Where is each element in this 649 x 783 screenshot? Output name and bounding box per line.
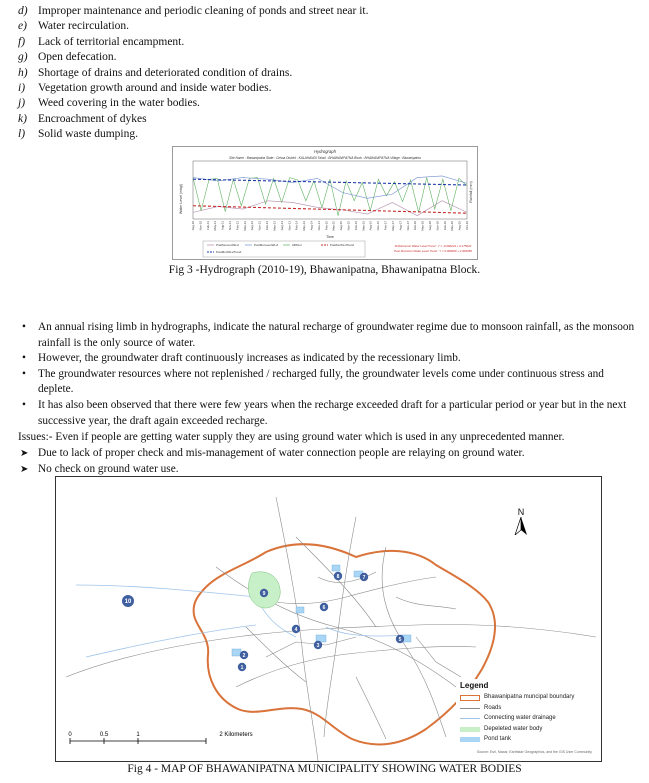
hydrograph-title: Hydrograph	[314, 149, 336, 154]
scale-label: 0.5	[99, 732, 109, 738]
arrow-list-text: No check on ground water use.	[38, 462, 179, 475]
pond-marker-number: 6	[322, 605, 326, 611]
list-letter: e)	[18, 20, 27, 33]
list-item	[18, 112, 638, 127]
scale-label: 2 Kilometers	[219, 732, 253, 738]
list-item	[18, 81, 638, 96]
x-tick-label: Nov-18	[435, 221, 440, 231]
x-tick-label: Aug-13	[279, 221, 284, 231]
x-tick-label: Nov-10	[198, 221, 203, 231]
x-tick-label: May-19	[450, 221, 455, 231]
list-item	[18, 96, 638, 111]
x-tick-label: Feb-19	[442, 221, 447, 231]
list-letter: k)	[18, 112, 27, 125]
x-tick-label: Aug-15	[339, 221, 344, 231]
bullet-item: • The groundwater resources where not replenished / recharged fully, the groundwater levels come under continuous stress and deplete.	[18, 367, 638, 398]
hydrograph-x-ticks	[191, 221, 469, 231]
arrowhead-bullet-icon: ➤	[20, 448, 29, 459]
arrowhead-bullet-icon: ➤	[20, 463, 29, 475]
issues-lettered-list	[18, 4, 638, 143]
x-tick-label: May-15	[331, 221, 336, 231]
x-tick-label: Feb-13	[265, 221, 270, 231]
bullet-item: • It has also been observed that there were few years when the recharge exceeded draft for a particular period or year but in the next successive year, the draft again exceeded recharge.	[18, 398, 638, 429]
hydrograph-site-info: Site Name : Bawanipatna State : Orissa District : KALAHANDI Tahsil : BHAWANIPATNA Block : BHAWANIPATNA Village : Bawanipatna	[229, 156, 421, 160]
legend-all-wl-label: AllWLvl	[292, 243, 302, 247]
scale-bar	[68, 732, 252, 744]
x-tick-label: Nov-14	[316, 221, 321, 231]
list-item	[18, 19, 638, 34]
north-arrow-icon	[514, 517, 528, 535]
pond-marker-number: 7	[362, 575, 366, 581]
pond-marker-number: 10	[124, 599, 132, 605]
issues-statement: Issues:- Even if people are getting water supply they are using ground water which is used in any unprecedented manner.	[18, 431, 565, 443]
list-letter: j)	[18, 97, 26, 110]
x-tick-label: Feb-14	[294, 221, 299, 231]
pond-marker-number: 3	[316, 643, 320, 649]
list-text: Lack of territorial encampment.	[38, 35, 185, 48]
scale-label: 0	[68, 732, 72, 738]
x-tick-label: Nov-13	[287, 221, 292, 231]
x-tick-label: May-17	[390, 221, 395, 231]
legend-label: Connecting water drainage	[484, 715, 556, 721]
x-tick-label: Aug-14	[309, 221, 314, 231]
x-tick-label: May-13	[272, 221, 277, 231]
hydrograph-series	[193, 176, 467, 216]
trend-equation-pre: PreMonsoon Water Level Trend : Y = -0.000224 + 6.175022	[394, 244, 472, 248]
hydrograph-figure	[172, 146, 478, 260]
legend-label: Bhawanipatna muncipal boundary	[484, 694, 575, 700]
legend-pre-trend-label: PreMonWLvlTrend	[330, 243, 354, 247]
arrow-list-item	[18, 446, 638, 462]
list-item	[18, 35, 638, 50]
list-letter: d)	[18, 5, 28, 17]
x-tick-label: May-18	[420, 221, 425, 231]
list-text: Encroachment of dykes	[38, 112, 147, 125]
arrow-list-item	[18, 462, 638, 478]
x-tick-label: Nov-17	[405, 221, 410, 231]
legend-item	[456, 713, 594, 724]
issues-arrow-list	[18, 446, 638, 477]
x-tick-label: Oct-19	[465, 221, 469, 230]
x-tick-label: Nov-11	[228, 221, 233, 231]
legend-post-monsoon-label: PostMonsoonWLvl	[254, 243, 279, 247]
x-tick-label: Feb-17	[383, 221, 388, 231]
list-text: Weed covering in the water bodies.	[38, 97, 200, 110]
pre-monsoon-line	[193, 201, 467, 216]
arrow-list-text: Due to lack of proper check and mis-management of water connection people are relaying on ground water.	[38, 447, 525, 459]
x-tick-label: May-11	[213, 221, 218, 231]
list-letter: f)	[18, 35, 26, 48]
legend-label: Roads	[484, 704, 502, 711]
list-item	[18, 50, 638, 65]
legend-label: Depeleted water body	[484, 725, 543, 732]
pond-marker-number: 9	[262, 591, 266, 597]
x-tick-label: Nov-16	[376, 221, 381, 231]
legend-label: Pond tank	[484, 736, 512, 742]
x-tick-label: Feb-16	[353, 221, 358, 231]
legend-item	[456, 734, 594, 745]
bullet-item: • An annual rising limb in hydrographs, indicate the natural recharge of groundwater regime due to monsoon rainfall, as the monsoon rainfall is the only source of water.	[18, 320, 638, 351]
x-tick-label: Feb-15	[324, 221, 329, 231]
x-tick-label: Aug-16	[368, 221, 373, 231]
north-label: N	[517, 507, 525, 517]
x-tick-label: Aug-19	[457, 221, 462, 231]
road-swatch	[460, 708, 480, 709]
figure-3-caption: Fig 3 -Hydrograph (2010-19), Bhawanipatna, Bhawanipatna Block.	[168, 264, 481, 276]
x-tick-label: Nov-15	[346, 221, 351, 231]
x-tick-label: Aug-11	[220, 221, 225, 231]
pond-swatch	[460, 737, 480, 742]
legend-title: Legend	[460, 681, 489, 690]
list-item	[18, 66, 638, 81]
x-tick-label: Feb-18	[413, 221, 418, 231]
x-tick-label: Feb-11	[205, 221, 210, 230]
depleted-swatch	[460, 727, 480, 732]
list-text: Solid waste dumping.	[38, 128, 138, 141]
list-text: Improper maintenance and periodic cleaning of ponds and street near it.	[38, 5, 369, 17]
list-text: Open defecation.	[38, 51, 117, 64]
x-tick-label: Nov-12	[257, 221, 262, 231]
bullet-item: • However, the groundwater draft continuously increases as indicated by the recessionary limb.	[18, 351, 638, 367]
x-tick-label: Aug-18	[427, 221, 432, 231]
list-text: Shortage of drains and deteriorated condition of drains.	[38, 66, 293, 79]
municipal-boundary	[194, 544, 495, 744]
x-tick-label: Aug-17	[398, 221, 403, 231]
pre-monsoon-trend-line	[193, 206, 467, 213]
list-item	[18, 127, 638, 142]
map-credit: Source: Esri, Maxar, Earthstar Geographics, and the GIS User Community	[476, 750, 592, 754]
x-tick-label: Feb-12	[235, 221, 240, 231]
hydrograph-svg	[173, 147, 477, 259]
map-legend	[456, 679, 594, 755]
legend-item	[456, 703, 594, 714]
x-tick-label: Aug-12	[250, 221, 255, 231]
legend-pre-monsoon-label: PreMonsoonWLvl	[216, 243, 239, 247]
legend-item	[456, 692, 594, 703]
legend-post-trend-label: PostMonWLvlTrend	[216, 250, 242, 254]
pond-marker-number: 1	[240, 665, 244, 671]
list-letter: g)	[18, 51, 28, 64]
boundary-swatch	[460, 695, 480, 701]
x-tick-label: Aug-10	[191, 221, 195, 231]
list-letter: l)	[18, 128, 26, 141]
pond-marker-number: 8	[336, 574, 340, 580]
list-text: Water recirculation.	[38, 20, 130, 33]
x-tick-label: May-12	[242, 221, 247, 231]
municipality-map	[55, 476, 602, 762]
trend-equation-post: Post Monsoon Water Level Trend : Y = 0.000000 + 2.903456	[394, 249, 472, 253]
observations-bullet-list	[18, 320, 638, 429]
list-item	[18, 4, 638, 19]
hydrograph-y2label: Rainfall (mm)	[469, 181, 473, 203]
legend-item	[456, 724, 594, 735]
pond-marker-number: 2	[242, 653, 246, 659]
north-arrow	[514, 507, 528, 537]
pond-marker-number: 5	[398, 637, 402, 643]
list-letter: h)	[18, 66, 28, 79]
hydrograph-ylabel: Water Level (mbgl)	[179, 183, 183, 215]
x-tick-label: May-16	[361, 221, 366, 231]
x-tick-label: May-14	[302, 221, 307, 231]
hydrograph-xlabel: Time	[326, 235, 334, 239]
drain-swatch	[460, 718, 480, 719]
list-text: Vegetation growth around and inside water bodies.	[38, 81, 272, 94]
pond-marker-number: 4	[294, 627, 298, 633]
list-letter: i)	[18, 81, 26, 94]
figure-4-caption: Fig 4 - MAP OF BHAWANIPATNA MUNICIPALITY SHOWING WATER BODIES	[127, 763, 522, 775]
scale-label: 1	[136, 732, 140, 738]
